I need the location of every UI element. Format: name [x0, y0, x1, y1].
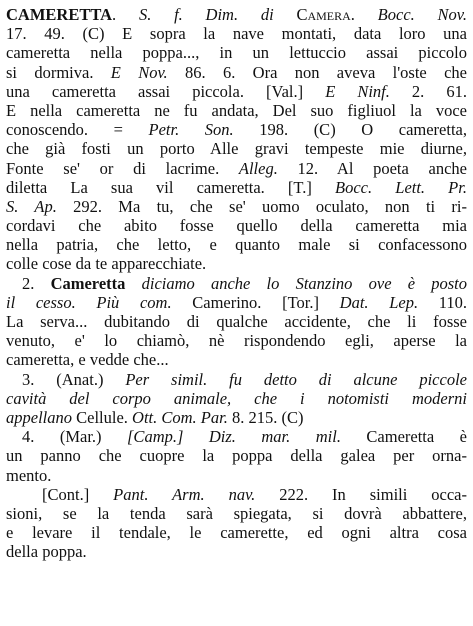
- text-line: [6, 370, 467, 389]
- text-run: La serva... dubitando di qualche accidente, che li fosse: [6, 312, 467, 331]
- text-run: Cellule.: [72, 407, 133, 427]
- italic-text: Ott. Com. Par.: [132, 407, 228, 427]
- text-run: 2.: [22, 273, 51, 293]
- italic-text: Bocc. Lett. Pr.: [335, 177, 467, 197]
- bold-term: CAMERETTA: [6, 5, 113, 24]
- text-run: Camera: [296, 5, 351, 24]
- text-line: [6, 63, 467, 82]
- text-run: 8. 215. (C): [227, 407, 304, 427]
- text-run: diletta La sua vil cameretta. [T.]: [6, 177, 336, 197]
- text-run: [Cont.]: [42, 484, 114, 504]
- text-run: .: [112, 5, 139, 24]
- text-line: [6, 5, 467, 24]
- italic-text: E Ninf.: [325, 81, 390, 101]
- text-line: [6, 139, 467, 158]
- text-line: [6, 274, 467, 293]
- text-run: 2. 61.: [389, 81, 467, 101]
- text-line: [6, 542, 467, 561]
- italic-text: Alleg.: [238, 158, 278, 178]
- text-line: [6, 331, 467, 350]
- italic-text: Pant. Arm. nav.: [113, 484, 256, 504]
- italic-text: E Nov.: [110, 62, 168, 82]
- text-run: 222. In simili occa-: [255, 484, 467, 504]
- text-run: mento.: [6, 465, 52, 485]
- text-run: Cameretta è: [340, 427, 467, 447]
- text-line: [6, 389, 467, 408]
- text-line: [6, 523, 467, 542]
- italic-text: [Camp.] Diz. mar. mil.: [127, 427, 341, 447]
- italic-text: diciamo anche lo Stanzino ove è posto: [125, 273, 467, 293]
- italic-text: S. f. Dim. di: [138, 5, 297, 24]
- italic-text: S. Ap.: [6, 196, 57, 216]
- text-run: si dormiva.: [6, 62, 111, 82]
- text-run: un panno che cuopre la poppa della galea per orna-: [6, 446, 467, 466]
- text-line: [6, 24, 467, 43]
- text-line: [6, 159, 467, 178]
- text-run: della poppa.: [6, 542, 87, 562]
- text-line: [6, 82, 467, 101]
- text-run: 12. Al poeta anche: [277, 158, 467, 178]
- text-line: [6, 504, 467, 523]
- bold-term: Cameretta: [50, 273, 126, 293]
- text-line: [6, 43, 467, 62]
- text-run: 3. (Anat.): [22, 369, 126, 389]
- italic-text: Dat. Lep.: [339, 292, 419, 312]
- text-run: una cameretta assai piccola. [Val.]: [6, 81, 326, 101]
- text-run: 198. (C) O cameretta,: [233, 120, 467, 140]
- text-line: [6, 446, 467, 465]
- text-line: [6, 408, 467, 427]
- text-run: 17. 49. (C) E sopra la nave montati, data loro una: [6, 24, 467, 44]
- text-run: cameretta, e vedde che...: [6, 350, 169, 370]
- text-run: cameretta nella poppa..., in un lettuccio assai piccolo: [6, 43, 467, 63]
- text-run: cordavi che abito fosse quello della cameretta mia: [6, 216, 467, 236]
- text-run: colle cose da te apparecchiate.: [6, 254, 207, 274]
- text-line: [6, 216, 467, 235]
- italic-text: cavità del corpo animale, che i notomisti moderni: [6, 388, 467, 408]
- text-line: [6, 485, 467, 504]
- text-run: che già fosti un porto Alle gravi tempeste mie diurne,: [6, 139, 467, 159]
- text-line: [6, 427, 467, 446]
- text-run: .: [350, 5, 378, 24]
- italic-text: Per simil. fu detto di alcune piccole: [125, 369, 467, 389]
- text-line: [6, 178, 467, 197]
- text-run: conoscendo. =: [6, 120, 149, 140]
- text-run: Fonte se' or di lacrime.: [6, 158, 239, 178]
- italic-text: Bocc. Nov.: [377, 5, 467, 24]
- text-run: sioni, se la tenda sarà spiegata, si dovrà abbattere,: [6, 503, 467, 523]
- italic-text: Petr. Son.: [148, 120, 234, 140]
- text-line: [6, 293, 467, 312]
- text-line: [6, 312, 467, 331]
- text-line: [6, 120, 467, 139]
- italic-text: appellano: [6, 407, 72, 427]
- text-line: [6, 197, 467, 216]
- text-run: venuto, e' lo chiamò, nè rispondendo egli, aperse la: [6, 331, 467, 351]
- text-run: Camerino. [Tor.]: [171, 292, 340, 312]
- text-line: [6, 101, 467, 120]
- text-run: e levare il tendale, le camerette, ed ogni altra cosa: [6, 523, 467, 543]
- text-run: 4. (Mar.): [22, 427, 128, 447]
- text-run: 292. Ma tu, che se' uomo oculato, non ti ri-: [56, 196, 467, 216]
- text-line: [6, 254, 467, 273]
- text-line: [6, 350, 467, 369]
- text-line: [6, 466, 467, 485]
- text-run: E nella cameretta ne fu andata, Del suo figliuol la voce: [6, 100, 467, 120]
- text-line: [6, 235, 467, 254]
- text-run: nella patria, che letto, e quanto male si confacessono: [6, 235, 467, 255]
- dictionary-entry-cameretta: [6, 5, 467, 561]
- text-run: 110.: [418, 292, 467, 312]
- text-run: 86. 6. Ora non aveva l'oste che: [167, 62, 467, 82]
- italic-text: il cesso. Più com.: [6, 292, 172, 312]
